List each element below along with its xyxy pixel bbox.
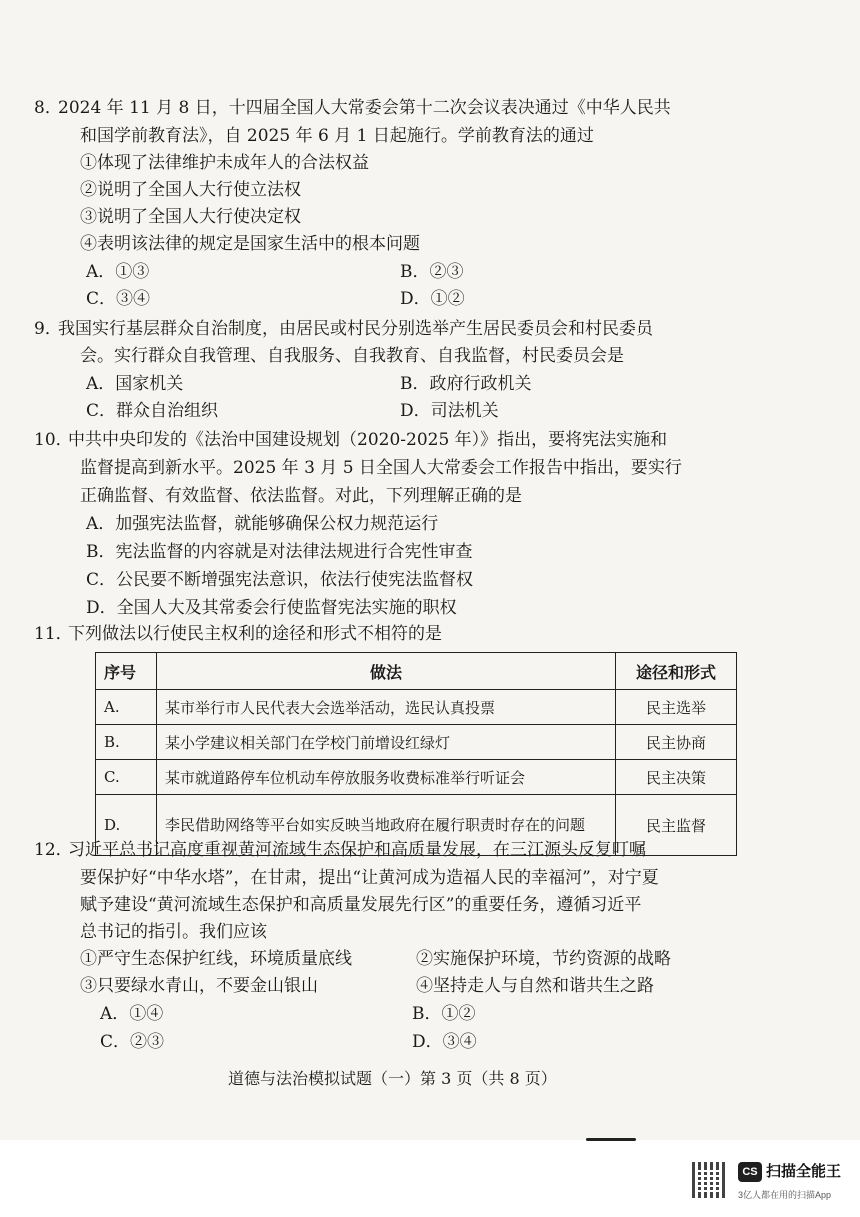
page-footer: 道德与法治模拟试题（一）第 3 页（共 8 页）: [228, 1069, 557, 1088]
q12-option-c: C．②③: [100, 1032, 165, 1052]
q9-option-c: C．群众自治组织: [86, 401, 219, 421]
q8-stem-line2: 和国学前教育法》，自 2025 年 6 月 1 日起施行。学前教育法的通过: [80, 126, 594, 146]
camscanner-logo-icon: CS: [738, 1162, 762, 1182]
row-label: D.: [96, 795, 157, 856]
row-practice: 某市就道路停车位机动车停放服务收费标准举行听证会: [157, 760, 616, 795]
q9-option-b: B．政府行政机关: [400, 374, 532, 394]
q10-option-b: B．宪法监督的内容就是对法律法规进行合宪性审查: [86, 542, 473, 562]
row-practice: 某小学建议相关部门在学校门前增设红绿灯: [157, 725, 616, 760]
q9-option-d: D．司法机关: [400, 401, 499, 421]
q12-item-3: ③只要绿水青山，不要金山银山: [80, 976, 318, 996]
q12-stem-line2: 要保护好“中华水塔”，在甘肃，提出“让黄河成为造福人民的幸福河”，对宁夏: [80, 868, 659, 888]
row-practice: 某市举行市人民代表大会选举活动，选民认真投票: [157, 690, 616, 725]
header-form: 途径和形式: [616, 653, 737, 690]
q11-number: 11．: [34, 624, 73, 644]
row-form: 民主选举: [616, 690, 737, 725]
q8-option-c: C．③④: [86, 289, 151, 309]
q10-number: 10．: [34, 430, 73, 450]
q12-option-d: D．③④: [412, 1032, 477, 1052]
q12-item-2: ②实施保护环境，节约资源的战略: [416, 949, 671, 969]
q8-item-2: ②说明了全国人大行使立法权: [80, 180, 301, 200]
table-row: [96, 690, 737, 725]
scanner-app-name: 扫描全能王: [766, 1163, 842, 1180]
q11-stem: 下列做法以行使民主权利的途径和形式不相符的是: [68, 624, 442, 644]
q12-item-4: ④坚持走人与自然和谐共生之路: [416, 976, 654, 996]
q10-stem-line2: 监督提高到新水平。2025 年 3 月 5 日全国人大常委会工作报告中指出，要实行: [80, 458, 682, 478]
q11-table: [95, 652, 737, 856]
table-header-row: [96, 653, 737, 690]
header-number: 序号: [96, 653, 157, 690]
q10-stem-line1: 中共中央印发的《法治中国建设规划（2020-2025 年）》指出，要将宪法实施和: [68, 430, 668, 450]
qr-pattern: [698, 1168, 722, 1192]
header-practice: 做法: [157, 653, 616, 690]
table-row: [96, 760, 737, 795]
q9-stem-line2: 会。实行群众自我管理、自我服务、自我教育、自我监督，村民委员会是: [80, 346, 624, 366]
q8-option-b: B．②③: [400, 262, 464, 282]
q8-item-1: ①体现了法律维护未成年人的合法权益: [80, 153, 369, 173]
q12-stem-line3: 赋予建设“黄河流域生态保护和高质量发展先行区”的重要任务，遵循习近平: [80, 895, 642, 915]
row-form: 民主监督: [616, 795, 737, 856]
q12-item-1: ①严守生态保护红线，环境质量底线: [80, 949, 352, 969]
q8-option-a: A．①③: [86, 262, 150, 282]
row-form: 民主决策: [616, 760, 737, 795]
row-form: 民主协商: [616, 725, 737, 760]
q12-option-b: B．①②: [412, 1004, 476, 1024]
q8-option-d: D．①②: [400, 289, 465, 309]
q12-number: 12．: [34, 840, 73, 860]
q10-option-d: D．全国人大及其常委会行使监督宪法实施的职权: [86, 598, 457, 618]
q12-stem-line4: 总书记的指引。我们应该: [80, 922, 267, 942]
q12-option-a: A．①④: [100, 1004, 164, 1024]
q8-item-3: ③说明了全国人大行使决定权: [80, 207, 301, 227]
q12-stem-line1: 习近平总书记高度重视黄河流域生态保护和高质量发展，在三江源头反复叮嘱: [68, 840, 646, 860]
q9-number: 9．: [34, 319, 62, 339]
row-label: A.: [96, 690, 157, 725]
q8-stem-line1: 2024 年 11 月 8 日，十四届全国人大常委会第十二次会议表决通过《中华人民共: [58, 98, 671, 118]
scanner-tagline: 3亿人都在用的扫描App: [738, 1190, 832, 1200]
row-label: B.: [96, 725, 157, 760]
row-label: C.: [96, 760, 157, 795]
row-practice: 李民借助网络等平台如实反映当地政府在履行职责时存在的问题: [157, 795, 616, 856]
q10-option-c: C．公民要不断增强宪法意识，依法行使宪法监督权: [86, 570, 474, 590]
q8-item-4: ④表明该法律的规定是国家生活中的根本问题: [80, 234, 420, 254]
q8-number: 8．: [34, 98, 62, 118]
q9-option-a: A．国家机关: [86, 374, 184, 394]
scan-mark: [586, 1138, 636, 1141]
table-row: [96, 725, 737, 760]
q9-stem-line1: 我国实行基层群众自治制度，由居民或村民分别选举产生居民委员会和村民委员: [58, 319, 653, 339]
q10-option-a: A．加强宪法监督，就能够确保公权力规范运行: [86, 514, 439, 534]
q10-stem-line3: 正确监督、有效监督、依法监督。对此，下列理解正确的是: [80, 486, 522, 506]
